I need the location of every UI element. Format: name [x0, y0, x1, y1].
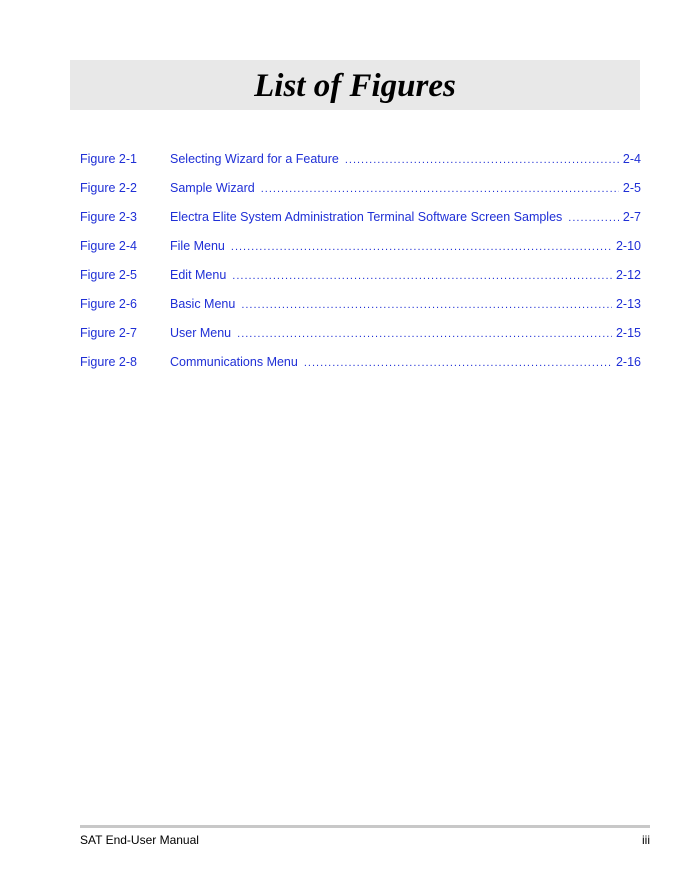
- dot-leader: [261, 183, 619, 195]
- dot-leader: [237, 328, 612, 340]
- footer-page-number: iii: [642, 833, 650, 847]
- dot-leader: [568, 212, 619, 224]
- dot-leader: [232, 270, 612, 282]
- footer-document-name: SAT End-User Manual: [80, 833, 199, 847]
- figure-title-link[interactable]: Edit Menu: [170, 268, 227, 282]
- dot-leader: [241, 299, 612, 311]
- figure-number[interactable]: Figure 2-1: [80, 152, 137, 166]
- dot-leader: [304, 357, 612, 369]
- figure-page-link[interactable]: 2-10: [615, 239, 641, 253]
- list-item-figure-2-5[interactable]: [80, 268, 641, 297]
- list-item-figure-2-1[interactable]: [80, 152, 641, 181]
- figure-title-link[interactable]: File Menu: [170, 239, 225, 253]
- figure-title-link[interactable]: Communications Menu: [170, 355, 298, 369]
- figure-title-link[interactable]: Selecting Wizard for a Feature: [170, 152, 339, 166]
- figure-page-link[interactable]: 2-4: [622, 152, 641, 166]
- figure-title-link[interactable]: User Menu: [170, 326, 232, 340]
- figure-list: [80, 152, 641, 384]
- list-item-figure-2-3[interactable]: [80, 210, 641, 239]
- figure-number[interactable]: Figure 2-5: [80, 268, 137, 282]
- list-item-figure-2-7[interactable]: [80, 326, 641, 355]
- dot-leader: [345, 154, 619, 166]
- figure-number[interactable]: Figure 2-7: [80, 326, 137, 340]
- figure-number[interactable]: Figure 2-8: [80, 355, 137, 369]
- figure-page-link[interactable]: 2-5: [622, 181, 641, 195]
- figure-number[interactable]: Figure 2-6: [80, 297, 137, 311]
- list-item-figure-2-8[interactable]: [80, 355, 641, 384]
- footer-divider: [80, 825, 650, 828]
- figure-number[interactable]: Figure 2-2: [80, 181, 137, 195]
- title-band: [70, 60, 640, 110]
- page-title: List of Figures: [254, 67, 456, 104]
- figure-page-link[interactable]: 2-13: [615, 297, 641, 311]
- list-item-figure-2-2[interactable]: [80, 181, 641, 210]
- list-item-figure-2-6[interactable]: [80, 297, 641, 326]
- figure-page-link[interactable]: 2-16: [615, 355, 641, 369]
- figure-page-link[interactable]: 2-15: [615, 326, 641, 340]
- figure-title-link[interactable]: Basic Menu: [170, 297, 236, 311]
- figure-page-link[interactable]: 2-7: [622, 210, 641, 224]
- figure-title-link[interactable]: Electra Elite System Administration Terminal Software Screen Samples: [170, 210, 563, 224]
- dot-leader: [231, 241, 612, 253]
- figure-page-link[interactable]: 2-12: [615, 268, 641, 282]
- figure-number[interactable]: Figure 2-4: [80, 239, 137, 253]
- list-item-figure-2-4[interactable]: [80, 239, 641, 268]
- figure-title-link[interactable]: Sample Wizard: [170, 181, 255, 195]
- figure-number[interactable]: Figure 2-3: [80, 210, 137, 224]
